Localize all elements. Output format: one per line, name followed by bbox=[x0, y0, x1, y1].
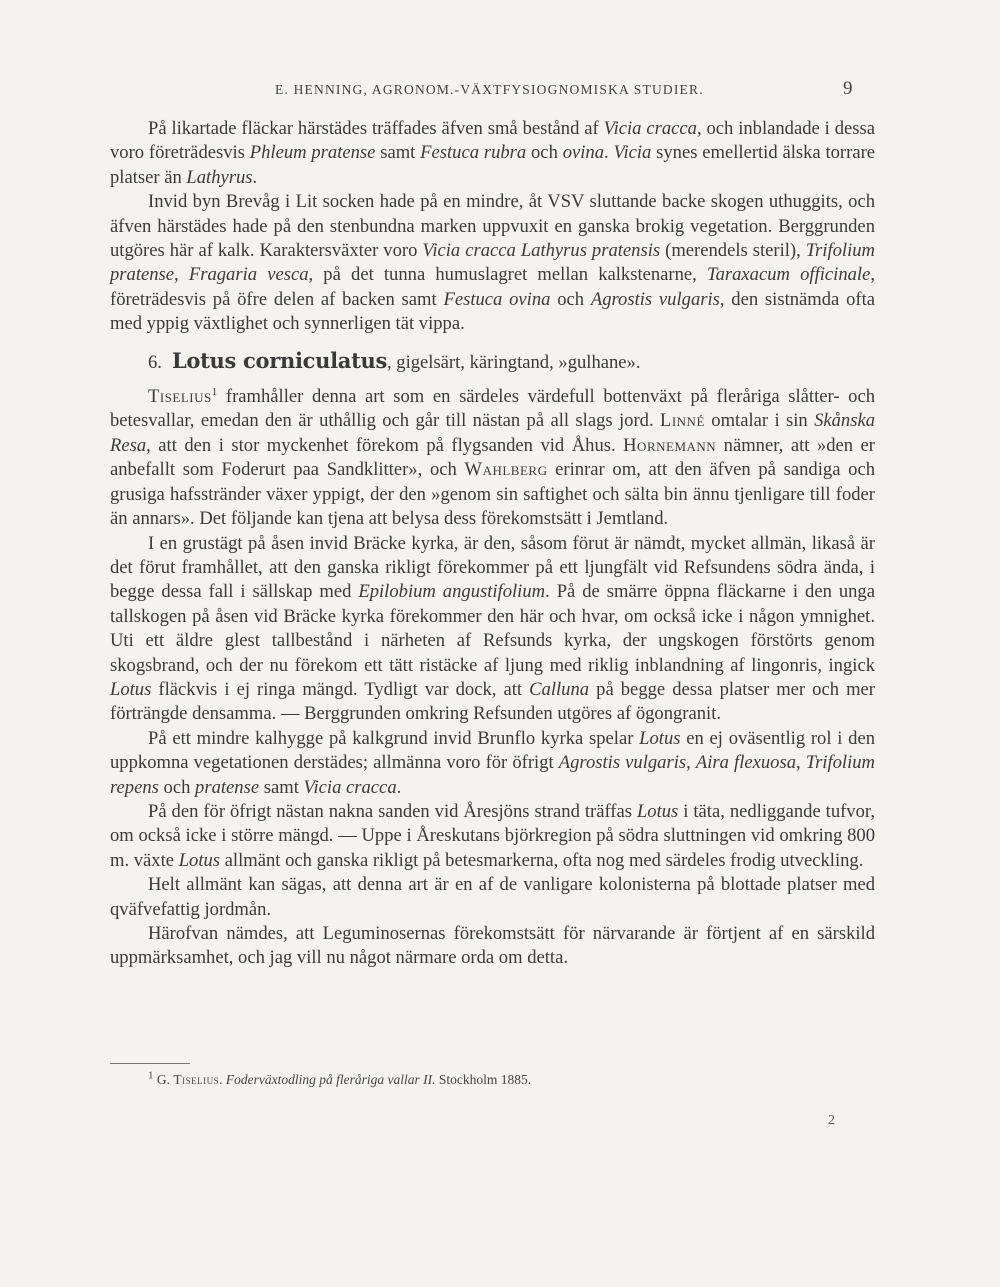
italic-run: Lotus bbox=[178, 849, 221, 871]
common-names: , gigelsärt, käringtand, »gulhane». bbox=[386, 351, 641, 373]
footnote-marker: 1 bbox=[148, 1069, 154, 1082]
italic-run: Vicia cracca bbox=[303, 776, 397, 798]
text-run: en ej oväsentlig rol i den uppkomna vegetationen derstädes; allmänna voro för öfrigt bbox=[110, 727, 876, 774]
section-heading bbox=[110, 349, 875, 375]
text-run: . bbox=[604, 142, 614, 164]
paragraph bbox=[110, 873, 875, 922]
text-run: nämner, att »den er anbefallt som Foderurt paa Sandklitter», och bbox=[110, 434, 875, 481]
text-run: (merendels steril), bbox=[660, 240, 806, 262]
author-name: Tiselius bbox=[173, 1072, 220, 1087]
text-run: , bbox=[686, 752, 696, 774]
italic-run: Agrostis vulgaris bbox=[558, 752, 687, 774]
author-name: Hornemann bbox=[623, 434, 717, 456]
text-run: fläckvis i ej ringa mängd. Tydligt var dock, att bbox=[151, 678, 530, 700]
footnote-marker: 1 bbox=[211, 385, 218, 398]
paragraph bbox=[110, 117, 875, 190]
text-run: . bbox=[396, 776, 402, 798]
text-run: omtalar i sin bbox=[704, 410, 815, 432]
italic-run: Foderväxtodling på fleråriga vallar II. bbox=[225, 1072, 436, 1087]
text-run: Stockholm 1885. bbox=[435, 1072, 532, 1087]
italic-run: Trifolium pratense bbox=[110, 240, 875, 286]
text-run: , bbox=[796, 752, 806, 774]
paragraph bbox=[110, 532, 875, 727]
italic-run: Trifolium repens bbox=[110, 752, 875, 798]
page-number: 9 bbox=[843, 78, 853, 99]
text-run: och bbox=[550, 288, 591, 310]
text-run: synes emellertid älska torrare platser än bbox=[110, 142, 876, 188]
italic-run: Skånska Resa bbox=[110, 410, 876, 456]
text-run: I en grustägt på åsen invid Bräcke kyrka, är den, såsom förut är nämdt, mycket allmän, likaså är det förut framhållet, att den ganska rikligt förekommer på ett ljungfält vid Refsundens södra ända, i begge dessa fall i sällskap med bbox=[110, 532, 875, 603]
body-text bbox=[110, 117, 875, 971]
italic-run: Lotus bbox=[636, 800, 679, 822]
text-run: allmänt och ganska rikligt på betesmarkerna, ofta nog med särdeles frodig utveckling. bbox=[220, 849, 864, 871]
italic-run: Festuca rubra bbox=[420, 142, 527, 164]
text-run: på begge dessa platser mer och mer förträngde densamma. — Berggrunden omkring Refsunden utgöres af ögongranit. bbox=[110, 678, 875, 725]
text-run: På den för öfrigt nästan nakna sanden vid Åresjöns strand träffas bbox=[148, 800, 637, 822]
italic-run: Lotus bbox=[110, 678, 152, 700]
text-run: och bbox=[158, 776, 196, 798]
text-run: , och inblandade i dessa voro företrädesvis bbox=[110, 118, 875, 164]
paragraph bbox=[110, 727, 875, 800]
paragraph bbox=[110, 190, 875, 336]
text-run: samt bbox=[259, 776, 304, 798]
signature-mark: 2 bbox=[828, 1113, 835, 1128]
italic-run: Calluna bbox=[529, 678, 590, 700]
paragraph bbox=[110, 800, 875, 873]
text-run: och bbox=[526, 142, 563, 164]
text-run: Helt allmänt kan sägas, att denna art är en af de vanligare kolonisterna på blottade platser med qväfvefattig jordmån. bbox=[110, 874, 875, 920]
italic-run: Phleum pratense bbox=[249, 142, 376, 164]
text-run: Invid byn Brevåg i Lit socken hade på en mindre, åt VSV sluttande backe skogen uthuggits, och äfven härstädes hade på den stenbundna marken uppvuxit en ganska brokig vegetation. Berggrunden utgöres här af kalk. Karaktersväxter voro bbox=[110, 191, 875, 262]
text-run: i täta, nedliggande tufvor, om också icke i större mängd. — Uppe i Åreskutans björkregion på södra sluttningen vid omkring 800 m. växte bbox=[110, 800, 875, 871]
text-run: samt bbox=[375, 142, 421, 164]
text-run: . bbox=[252, 166, 258, 188]
text-run: erinrar om, att den äfven på sandiga och grusiga hafsstränder växer yppigt, der den »genom sin saftighet och sälta bin ännu tjenligare till foder än annars». Det följande kan tjena att belysa dess förekomstsätt i Jemtland. bbox=[110, 459, 875, 530]
text-run: . bbox=[219, 1072, 226, 1087]
text-run: På likartade fläckar härstädes träffades äfven små bestånd af bbox=[148, 118, 604, 139]
running-head: E. HENNING, AGRONOM.-VÄXTFYSIOGNOMISKA STUDIER. bbox=[275, 82, 704, 97]
italic-run: ovina bbox=[562, 142, 604, 164]
italic-run: Taraxacum officinale bbox=[706, 264, 871, 286]
italic-run: Festuca ovina bbox=[443, 288, 551, 310]
italic-run: Agrostis vulgaris bbox=[590, 288, 720, 310]
author-name: Linné bbox=[659, 410, 705, 432]
italic-run: Vicia bbox=[613, 142, 652, 164]
section-number: 6. bbox=[148, 351, 162, 373]
text-run: framhåller denna art som en särdeles värdefull bottenväxt på fleråriga slåtter- och betesvallar, emedan den är uthållig och går till nästan på all slags jord. bbox=[110, 386, 875, 432]
text-run: , på det tunna humuslagret mellan kalkstenarne, bbox=[308, 264, 707, 286]
text-run: , företrädesvis på öfre delen af backen samt bbox=[110, 264, 876, 310]
italic-run: pratense bbox=[195, 776, 260, 798]
paragraph bbox=[110, 922, 875, 971]
italic-run: Epilobium angustifolium bbox=[358, 581, 546, 603]
paragraph bbox=[110, 385, 875, 531]
text-run: G. bbox=[153, 1072, 174, 1087]
footnote bbox=[148, 1069, 532, 1088]
footnote-rule bbox=[110, 1063, 190, 1064]
italic-run: Fragaria vesca bbox=[188, 264, 309, 286]
italic-run: Lathyrus bbox=[186, 166, 253, 188]
italic-run: Vicia cracca Lathyrus pratensis bbox=[422, 240, 661, 262]
text-run: , den sistnämda ofta med yppig växtlighet och synnerligen tät vippa. bbox=[110, 288, 875, 335]
italic-run: Aira flexuosa bbox=[695, 752, 796, 774]
author-name: Wahlberg bbox=[464, 459, 548, 481]
author-name: Tiselius bbox=[148, 386, 212, 408]
text-run: , att den i stor myckenhet förekom på flygsanden vid Åhus. bbox=[146, 434, 624, 456]
text-run: , bbox=[174, 264, 189, 286]
italic-run: Vicia cracca bbox=[603, 118, 697, 139]
text-run: Härofvan nämdes, att Leguminosernas förekomstsätt för närvarande är förtjent af en särskild uppmärksamhet, och jag vill nu något närmare orda om detta. bbox=[110, 923, 875, 969]
species-name: Lotus corniculatus bbox=[171, 347, 387, 373]
text-run: På ett mindre kalhygge på kalkgrund invid Brunflo kyrka spelar bbox=[148, 727, 640, 749]
italic-run: Lotus bbox=[639, 727, 681, 749]
text-run: . På de smärre öppna fläckarne i den unga tallskogen på åsen vid Bräcke kyrka förekommer den här och hvar, om också icke i någon ymnighet. Uti ett äldre glest tallbestånd i närheten af Refsunds kyrka, der ungskogen förstörts genom skogsbrand, och der nu förekom ett tätt ristäcke af ljung med riklig inblandning af lingonris, ingick bbox=[110, 581, 875, 676]
